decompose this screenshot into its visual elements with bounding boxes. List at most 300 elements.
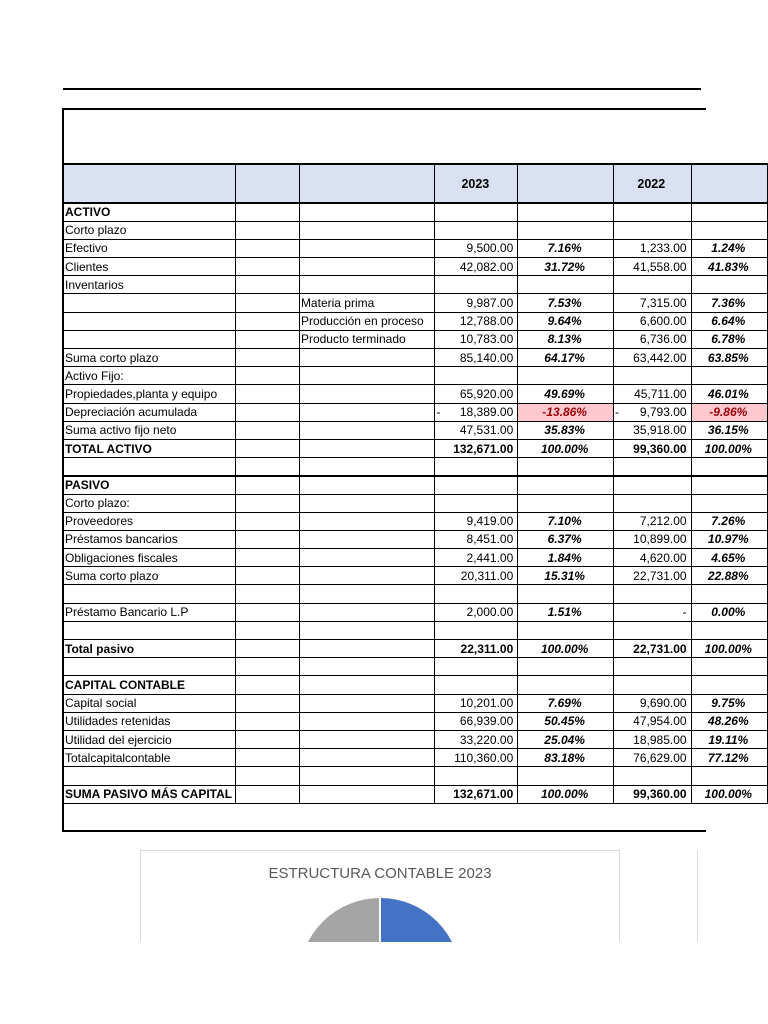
- value-2022[interactable]: [614, 712, 692, 730]
- row-label-text: CAPITAL CONTABLE: [65, 677, 185, 692]
- value-2022[interactable]: [614, 458, 692, 476]
- table-row: [64, 276, 768, 294]
- row-label[interactable]: [64, 694, 236, 712]
- blank-cell[interactable]: [236, 621, 300, 639]
- row-label[interactable]: [64, 294, 236, 312]
- blank-cell[interactable]: [236, 312, 300, 330]
- percent-2022[interactable]: [691, 712, 767, 730]
- row-label[interactable]: [64, 385, 236, 403]
- value-2023[interactable]: [435, 439, 518, 457]
- value-2023[interactable]: [435, 258, 518, 276]
- value-2022-text: 1,233.00: [639, 241, 687, 256]
- percent-2022-text: 6.64%: [711, 314, 746, 329]
- percent-2022-text: 36.15%: [707, 423, 749, 438]
- row-label[interactable]: [64, 658, 236, 676]
- value-2022-text: 6,736.00: [639, 332, 687, 347]
- percent-2023[interactable]: [518, 512, 614, 530]
- table-row: [64, 458, 768, 476]
- value-2022[interactable]: [614, 785, 692, 803]
- percent-2022[interactable]: [691, 385, 767, 403]
- sub-label[interactable]: [299, 458, 435, 476]
- blank-cell[interactable]: [236, 239, 300, 257]
- blank-cell[interactable]: [236, 712, 300, 730]
- percent-2023-text: 50.45%: [544, 714, 585, 729]
- percent-2023[interactable]: [518, 439, 614, 457]
- value-2022-text: 63,442.00: [633, 350, 687, 365]
- value-2022[interactable]: [614, 603, 692, 621]
- blank-cell[interactable]: [236, 476, 300, 494]
- row-label[interactable]: [64, 494, 236, 512]
- value-2022-text: 99,360.00: [633, 787, 687, 802]
- row-label-text: Suma corto plazo: [65, 568, 159, 583]
- row-label[interactable]: [64, 312, 236, 330]
- blank-cell[interactable]: [236, 749, 300, 767]
- percent-2022[interactable]: [691, 439, 767, 457]
- value-2023-text: 65,920.00: [459, 386, 514, 401]
- percent-2022[interactable]: [691, 658, 767, 676]
- percent-2023[interactable]: [518, 367, 614, 385]
- percent-2023[interactable]: [518, 603, 614, 621]
- row-label-text: Suma activo fijo neto: [65, 423, 177, 438]
- sub-label[interactable]: [299, 276, 435, 294]
- value-2022[interactable]: [614, 239, 692, 257]
- row-label[interactable]: [64, 567, 236, 585]
- value-2023[interactable]: [435, 694, 518, 712]
- blank-cell[interactable]: [236, 203, 300, 221]
- sub-label[interactable]: [299, 494, 435, 512]
- blank-cell[interactable]: [236, 349, 300, 367]
- percent-2022[interactable]: [691, 421, 767, 439]
- table-row: [64, 330, 768, 348]
- sub-label[interactable]: [299, 312, 435, 330]
- row-label[interactable]: [64, 439, 236, 457]
- percent-2023[interactable]: [518, 258, 614, 276]
- percent-2022[interactable]: [691, 330, 767, 348]
- percent-2023[interactable]: [518, 385, 614, 403]
- percent-2022-text: 77.12%: [707, 750, 749, 765]
- sub-label[interactable]: [299, 258, 435, 276]
- row-label[interactable]: [64, 621, 236, 639]
- row-label[interactable]: [64, 767, 236, 785]
- year-2023-header[interactable]: 2023: [435, 164, 518, 203]
- row-label[interactable]: [64, 585, 236, 603]
- percent-2023[interactable]: [518, 749, 614, 767]
- row-label[interactable]: [64, 239, 236, 257]
- row-label-text: Corto plazo:: [65, 496, 130, 511]
- value-2022[interactable]: [614, 494, 692, 512]
- value-2023-text: 9,987.00: [466, 296, 514, 311]
- value-2023[interactable]: [435, 676, 518, 694]
- sub-label[interactable]: [299, 330, 435, 348]
- sub-label[interactable]: [299, 512, 435, 530]
- value-2022[interactable]: [614, 658, 692, 676]
- row-label[interactable]: [64, 203, 236, 221]
- value-2022[interactable]: [614, 676, 692, 694]
- row-label[interactable]: [64, 258, 236, 276]
- value-2023-text: 132,671.00: [453, 787, 514, 802]
- percent-2022[interactable]: [691, 349, 767, 367]
- percent-2023[interactable]: [518, 712, 614, 730]
- blank-cell[interactable]: [236, 258, 300, 276]
- percent-2022[interactable]: [691, 476, 767, 494]
- blank-cell[interactable]: [236, 530, 300, 548]
- value-2022[interactable]: [614, 439, 692, 457]
- sub-label[interactable]: [299, 585, 435, 603]
- percent-2023[interactable]: [518, 730, 614, 748]
- blank-cell[interactable]: [236, 676, 300, 694]
- blank-cell[interactable]: [236, 512, 300, 530]
- percent-2022[interactable]: [691, 567, 767, 585]
- row-label-text: Total pasivo: [65, 641, 135, 656]
- value-2022[interactable]: [614, 403, 692, 421]
- row-label[interactable]: [64, 349, 236, 367]
- value-2023[interactable]: [435, 549, 518, 567]
- value-2022[interactable]: [614, 221, 692, 239]
- percent-2022-text: 9.75%: [711, 696, 746, 711]
- sub-label[interactable]: [299, 767, 435, 785]
- blank-cell[interactable]: [236, 567, 300, 585]
- sub-label[interactable]: [299, 603, 435, 621]
- blank-cell[interactable]: [236, 458, 300, 476]
- row-label[interactable]: [64, 276, 236, 294]
- percent-2022-text: 63.85%: [707, 350, 749, 365]
- percent-2023[interactable]: [518, 203, 614, 221]
- value-2023[interactable]: [435, 585, 518, 603]
- value-2023[interactable]: [435, 239, 518, 257]
- percent-2022[interactable]: [691, 730, 767, 748]
- value-2023-text: 42,082.00: [459, 259, 514, 274]
- value-2023-text: 85,140.00: [459, 350, 514, 365]
- percent-2023[interactable]: [518, 421, 614, 439]
- percent-2023[interactable]: [518, 330, 614, 348]
- value-2022[interactable]: [614, 512, 692, 530]
- blank-cell[interactable]: [236, 730, 300, 748]
- row-label[interactable]: [64, 421, 236, 439]
- percent-2022-text: -9.86%: [709, 405, 748, 420]
- sub-label[interactable]: [299, 239, 435, 257]
- row-label-text: Préstamos bancarios: [65, 532, 178, 547]
- value-2023[interactable]: [435, 367, 518, 385]
- percent-2022[interactable]: [691, 603, 767, 621]
- percent-2022-text: 4.65%: [711, 550, 746, 565]
- percent-2022-text: 22.88%: [707, 568, 749, 583]
- value-2023[interactable]: [435, 294, 518, 312]
- value-2023[interactable]: [435, 785, 518, 803]
- percent-2022-text: 100.00%: [704, 641, 752, 656]
- table-row: [64, 549, 768, 567]
- percent-2023[interactable]: [518, 458, 614, 476]
- value-2023[interactable]: [435, 421, 518, 439]
- percent-2022[interactable]: [691, 749, 767, 767]
- sub-label[interactable]: [299, 567, 435, 585]
- percent-2023[interactable]: [518, 767, 614, 785]
- percent-2023-text: 1.84%: [547, 550, 582, 565]
- value-2022[interactable]: [614, 203, 692, 221]
- row-label[interactable]: [64, 730, 236, 748]
- row-label[interactable]: [64, 530, 236, 548]
- blank-cell[interactable]: [236, 221, 300, 239]
- sub-label[interactable]: [299, 421, 435, 439]
- value-2022[interactable]: [614, 330, 692, 348]
- percent-2022[interactable]: [691, 312, 767, 330]
- sub-label[interactable]: [299, 749, 435, 767]
- percent-2023[interactable]: [518, 676, 614, 694]
- value-2022[interactable]: [614, 749, 692, 767]
- value-2023[interactable]: [435, 749, 518, 767]
- value-2022[interactable]: [614, 549, 692, 567]
- percent-2023[interactable]: [518, 549, 614, 567]
- value-2022[interactable]: [614, 385, 692, 403]
- sub-label[interactable]: [299, 349, 435, 367]
- blank-cell[interactable]: [236, 403, 300, 421]
- blank-cell[interactable]: [236, 367, 300, 385]
- year-2022-header[interactable]: 2022: [614, 164, 692, 203]
- value-2022[interactable]: [614, 694, 692, 712]
- percent-2022[interactable]: [691, 203, 767, 221]
- percent-2022-text: 7.26%: [711, 514, 746, 529]
- negative-sign: -: [436, 405, 441, 420]
- percent-2022[interactable]: [691, 276, 767, 294]
- sub-label-text: Materia prima: [300, 296, 375, 311]
- percent-2023[interactable]: [518, 239, 614, 257]
- percent-2023[interactable]: [518, 294, 614, 312]
- value-2023[interactable]: [435, 621, 518, 639]
- blank-cell[interactable]: [236, 640, 300, 658]
- sub-label[interactable]: [299, 694, 435, 712]
- sub-label[interactable]: [299, 785, 435, 803]
- blank-cell[interactable]: [236, 494, 300, 512]
- percent-2022[interactable]: [691, 549, 767, 567]
- table-row: [64, 294, 768, 312]
- percent-2022[interactable]: [691, 640, 767, 658]
- percent-2022[interactable]: [691, 239, 767, 257]
- value-2022-text: 7,315.00: [639, 296, 687, 311]
- value-2022-text: 99,360.00: [633, 441, 687, 456]
- table-row: [64, 258, 768, 276]
- row-label[interactable]: [64, 785, 236, 803]
- value-2023[interactable]: [435, 640, 518, 658]
- value-2023[interactable]: [435, 530, 518, 548]
- value-2023[interactable]: [435, 767, 518, 785]
- value-2022-text: 47,954.00: [633, 714, 687, 729]
- row-label[interactable]: [64, 458, 236, 476]
- balance-sheet-table: [63, 163, 768, 804]
- percent-2022[interactable]: [691, 767, 767, 785]
- row-label-text: Corto plazo: [65, 223, 127, 238]
- table-row: [64, 658, 768, 676]
- percent-2022[interactable]: [691, 694, 767, 712]
- blank-cell[interactable]: [236, 330, 300, 348]
- table-row: [64, 767, 768, 785]
- sub-label[interactable]: [299, 530, 435, 548]
- row-label[interactable]: [64, 749, 236, 767]
- row-label[interactable]: [64, 367, 236, 385]
- percent-2022[interactable]: [691, 530, 767, 548]
- value-2023[interactable]: [435, 512, 518, 530]
- value-2022[interactable]: [614, 621, 692, 639]
- row-label[interactable]: [64, 221, 236, 239]
- row-label-text: TOTAL ACTIVO: [65, 441, 152, 456]
- blank-cell[interactable]: [236, 585, 300, 603]
- value-2022[interactable]: [614, 367, 692, 385]
- percent-2023-text: 35.83%: [544, 423, 585, 438]
- blank-cell[interactable]: [236, 385, 300, 403]
- row-label[interactable]: [64, 603, 236, 621]
- row-label[interactable]: [64, 676, 236, 694]
- percent-2022[interactable]: [691, 221, 767, 239]
- sub-label[interactable]: [299, 367, 435, 385]
- value-2023[interactable]: [435, 603, 518, 621]
- value-2023[interactable]: [435, 330, 518, 348]
- row-label[interactable]: [64, 403, 236, 421]
- row-label[interactable]: [64, 640, 236, 658]
- value-2023-text: 22,311.00: [460, 641, 514, 656]
- value-2023[interactable]: [435, 494, 518, 512]
- blank-cell[interactable]: [236, 294, 300, 312]
- percent-2023[interactable]: [518, 349, 614, 367]
- percent-2023[interactable]: [518, 585, 614, 603]
- sub-label[interactable]: [299, 621, 435, 639]
- percent-2023[interactable]: [518, 494, 614, 512]
- percent-2022[interactable]: [691, 367, 767, 385]
- percent-2022-text: 100.00%: [704, 787, 752, 802]
- percent-2023[interactable]: [518, 658, 614, 676]
- sub-label[interactable]: [299, 712, 435, 730]
- value-2023-text: 2,441.00: [466, 550, 514, 565]
- blank-cell[interactable]: [236, 767, 300, 785]
- sub-label[interactable]: [299, 476, 435, 494]
- row-label[interactable]: [64, 549, 236, 567]
- value-2022[interactable]: [614, 276, 692, 294]
- table-row: [64, 585, 768, 603]
- percent-2023-text: 7.16%: [547, 241, 582, 256]
- blank-cell[interactable]: [236, 549, 300, 567]
- value-2022[interactable]: [614, 767, 692, 785]
- percent-2022[interactable]: [691, 676, 767, 694]
- blank-cell[interactable]: [236, 785, 300, 803]
- percent-2023[interactable]: [518, 276, 614, 294]
- percent-2023[interactable]: [518, 640, 614, 658]
- value-2023[interactable]: [435, 349, 518, 367]
- value-2022[interactable]: [614, 258, 692, 276]
- table-row: [64, 676, 768, 694]
- percent-2023[interactable]: [518, 312, 614, 330]
- value-2023[interactable]: [435, 221, 518, 239]
- row-label-text: Depreciación acumulada: [65, 405, 198, 420]
- value-2022[interactable]: [614, 349, 692, 367]
- value-2022[interactable]: [614, 640, 692, 658]
- sub-label[interactable]: [299, 221, 435, 239]
- sub-label[interactable]: [299, 730, 435, 748]
- value-2023[interactable]: [435, 730, 518, 748]
- table-row: [64, 439, 768, 457]
- percent-2023-text: 64.17%: [544, 350, 585, 365]
- row-label[interactable]: [64, 476, 236, 494]
- percent-2022[interactable]: [691, 494, 767, 512]
- value-2023[interactable]: [435, 385, 518, 403]
- percent-2022[interactable]: [691, 294, 767, 312]
- percent-2022[interactable]: [691, 403, 767, 421]
- percent-2023[interactable]: [518, 567, 614, 585]
- percent-2022[interactable]: [691, 512, 767, 530]
- sub-label[interactable]: [299, 676, 435, 694]
- value-2022[interactable]: [614, 476, 692, 494]
- percent-2022[interactable]: [691, 621, 767, 639]
- value-2023[interactable]: [435, 567, 518, 585]
- value-2023-text: 66,939.00: [459, 714, 514, 729]
- table-row: [64, 494, 768, 512]
- percent-2023[interactable]: [518, 221, 614, 239]
- percent-2023-text: 25.04%: [544, 732, 585, 747]
- blank-cell[interactable]: [236, 603, 300, 621]
- percent-2022[interactable]: [691, 458, 767, 476]
- percent-2023[interactable]: [518, 476, 614, 494]
- value-2023[interactable]: [435, 476, 518, 494]
- percent-2023[interactable]: [518, 785, 614, 803]
- table-row: [64, 694, 768, 712]
- sub-label[interactable]: [299, 549, 435, 567]
- value-2023-text: 9,419.00: [466, 514, 514, 529]
- value-2023[interactable]: [435, 712, 518, 730]
- value-2022[interactable]: [614, 312, 692, 330]
- blank-cell[interactable]: [236, 439, 300, 457]
- pie-chart[interactable]: [140, 850, 620, 951]
- sub-label[interactable]: [299, 203, 435, 221]
- value-2023-text: 8,451.00: [466, 532, 514, 547]
- percent-2022-text: 7.36%: [711, 296, 746, 311]
- row-label[interactable]: [64, 712, 236, 730]
- blank-cell[interactable]: [236, 658, 300, 676]
- row-label-text: Utilidad del ejercicio: [65, 732, 172, 747]
- row-label[interactable]: [64, 512, 236, 530]
- value-2022[interactable]: [614, 585, 692, 603]
- percent-2023[interactable]: [518, 694, 614, 712]
- value-2022[interactable]: [614, 567, 692, 585]
- value-2023[interactable]: [435, 312, 518, 330]
- value-2022[interactable]: [614, 730, 692, 748]
- row-label[interactable]: [64, 330, 236, 348]
- percent-2022[interactable]: [691, 785, 767, 803]
- sub-label[interactable]: [299, 403, 435, 421]
- percent-2023[interactable]: [518, 403, 614, 421]
- sub-label[interactable]: [299, 385, 435, 403]
- sub-label[interactable]: [299, 294, 435, 312]
- value-2022[interactable]: [614, 421, 692, 439]
- sub-label[interactable]: [299, 658, 435, 676]
- sub-label[interactable]: [299, 439, 435, 457]
- value-2023[interactable]: [435, 403, 518, 421]
- table-row: [64, 367, 768, 385]
- blank-cell[interactable]: [236, 421, 300, 439]
- percent-2022[interactable]: [691, 585, 767, 603]
- table-row: [64, 567, 768, 585]
- blank-cell[interactable]: [236, 694, 300, 712]
- blank-cell[interactable]: [236, 276, 300, 294]
- percent-2022-text: 0.00%: [711, 605, 746, 620]
- percent-2023[interactable]: [518, 530, 614, 548]
- value-2023[interactable]: [435, 458, 518, 476]
- percent-2023[interactable]: [518, 621, 614, 639]
- row-label-text: Préstamo Bancario L.P: [65, 605, 189, 620]
- value-2023[interactable]: [435, 658, 518, 676]
- sub-label[interactable]: [299, 640, 435, 658]
- value-2023-text: 110,360.00: [454, 750, 514, 765]
- value-2023[interactable]: [435, 203, 518, 221]
- value-2022[interactable]: [614, 530, 692, 548]
- value-2023[interactable]: [435, 276, 518, 294]
- percent-2022[interactable]: [691, 258, 767, 276]
- value-2022[interactable]: [614, 294, 692, 312]
